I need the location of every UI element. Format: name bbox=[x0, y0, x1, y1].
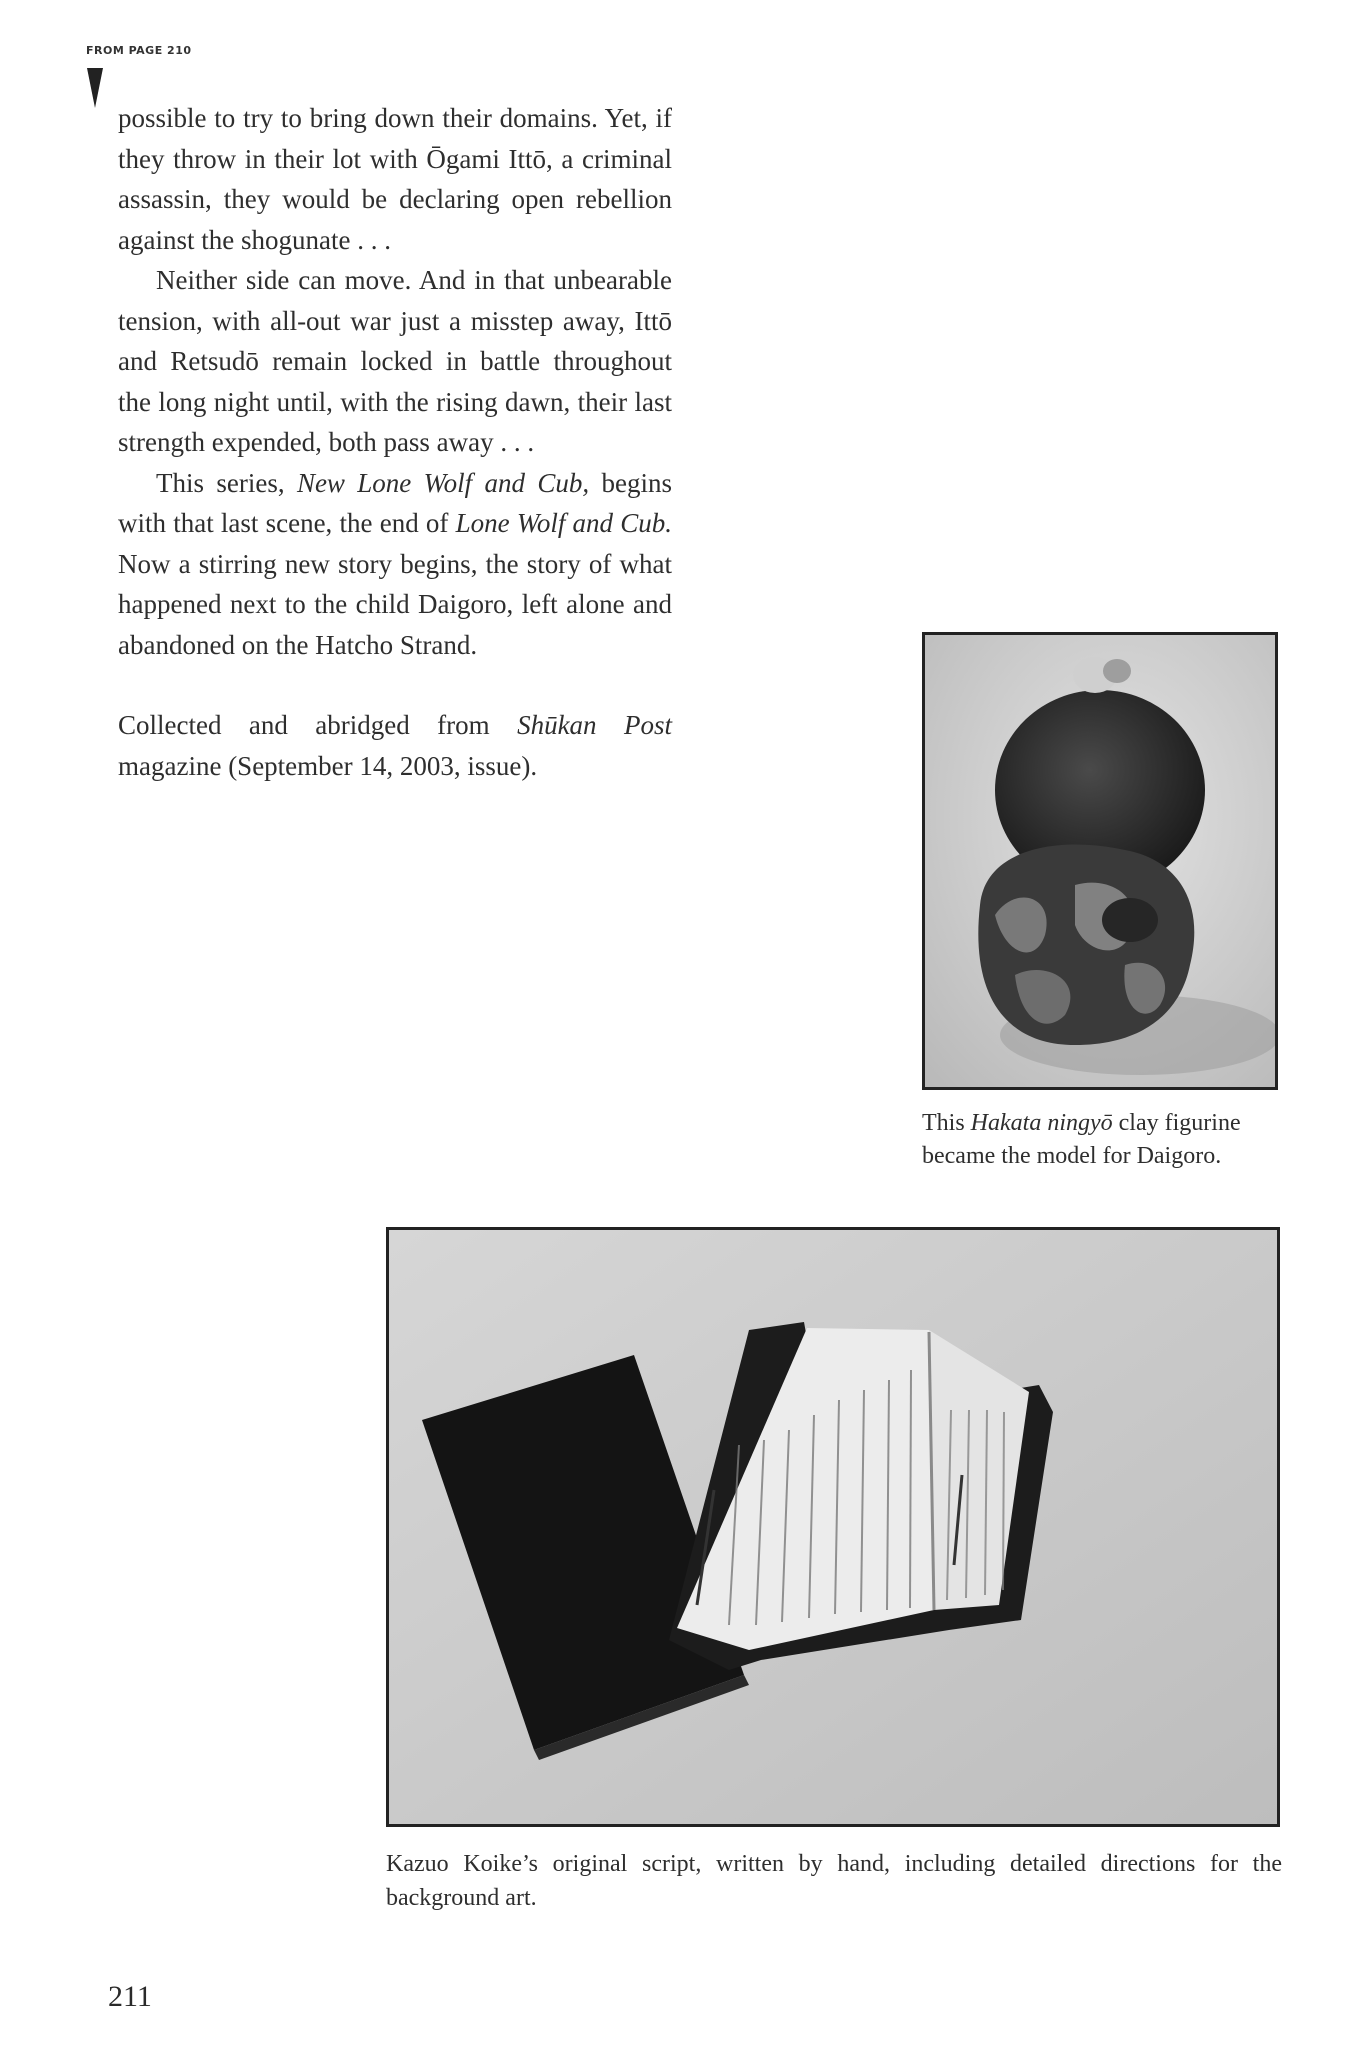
continuation-mark-icon bbox=[86, 66, 104, 110]
paragraph-2: Neither side can move. And in that unbearable tension, with all-out war just a misstep away, Ittō and Retsudō remain locked in battle throughout the long night until, with the rising dawn, their last strength expended, both pass away . . . bbox=[118, 265, 672, 457]
script-photo bbox=[386, 1227, 1280, 1827]
from-page-header: FROM PAGE 210 bbox=[86, 44, 192, 57]
script-caption: Kazuo Koike’s original script, written by hand, including detailed directions for the background art. bbox=[386, 1851, 1282, 1911]
magazine-title: Shūkan Post bbox=[517, 710, 672, 740]
original-series-title: Lone Wolf and Cub. bbox=[455, 508, 673, 538]
figurine-caption: This Hakata ningyō clay figurine became the model for Daigoro. bbox=[922, 1110, 1241, 1169]
series-title: New Lone Wolf and Cub, bbox=[296, 467, 590, 498]
page-number: 211 bbox=[108, 1980, 152, 2013]
paragraph-3: This series, New Lone Wolf and Cub, begins with that last scene, the end of Lone Wolf and Cub. Now a stirring new story begins, the story of what happened next to the child Daigoro, left alone and abandoned on the Hatcho Strand. bbox=[118, 467, 673, 660]
figurine-photo bbox=[922, 632, 1278, 1090]
source-note: Collected and abridged from Shūkan Post magazine (September 14, 2003, issue). bbox=[118, 710, 672, 781]
article-body bbox=[118, 98, 672, 786]
hakata-ningyo-term: Hakata ningyō bbox=[970, 1110, 1113, 1136]
paragraph-1: possible to try to bring down their domains. Yet, if they throw in their lot with Ōgami Ittō, a criminal assassin, they would be declaring open rebellion against the shogunate . . . bbox=[118, 103, 672, 255]
